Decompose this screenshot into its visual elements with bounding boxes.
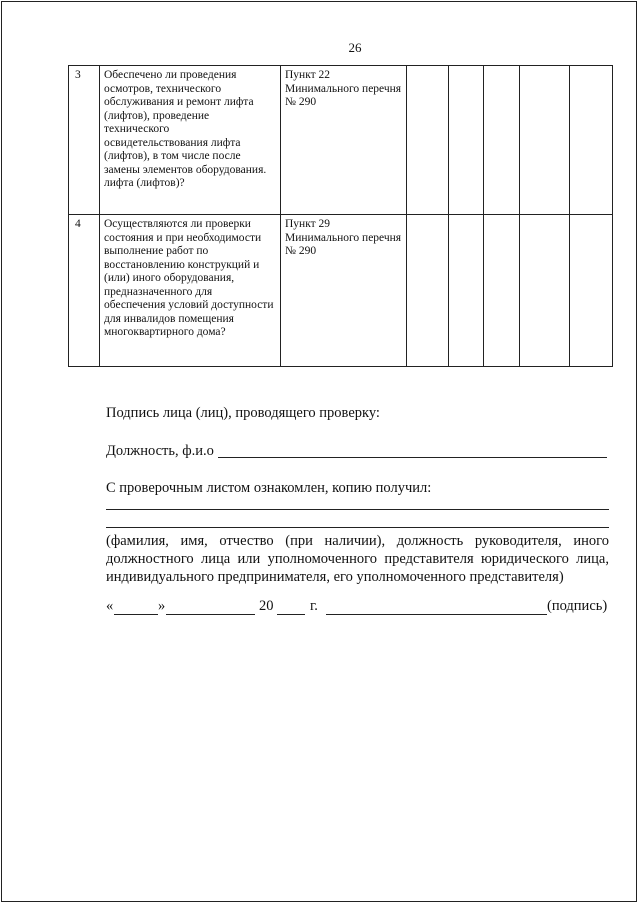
table-row: [69, 66, 613, 215]
inspector-signature-label: Подпись лица (лиц), проводящего проверку:: [106, 405, 380, 421]
answer-cell-no[interactable]: [449, 66, 484, 215]
position-name-label: Должность, ф.и.о: [106, 443, 214, 459]
date-month-line[interactable]: [166, 614, 255, 615]
question-cell: Осуществляются ли проверки состояния и при необходимости выполнение работ по восстановлению конструкций и (или) иного оборудования, предназначенного для обеспечения условий доступности для инвалидов помещения многоквартирного дома?: [100, 215, 281, 367]
date-open-quote: «: [106, 598, 114, 614]
answer-cell-na[interactable]: [484, 66, 520, 215]
signature-line[interactable]: [326, 614, 547, 615]
year-prefix: 20: [259, 598, 274, 614]
date-close-quote: »: [158, 598, 166, 614]
answer-cell-na[interactable]: [484, 215, 520, 367]
signatory-note: (фамилия, имя, отчество (при наличии), должность руководителя, иного должностного лица или уполномоченного представителя юридического лица, индивидуального предпринимателя, его уполномоченного представителя): [106, 533, 609, 585]
answer-cell-extra[interactable]: [520, 215, 570, 367]
acknowledged-line-1[interactable]: [106, 509, 609, 510]
signature-label: (подпись): [547, 598, 608, 614]
table-row: [69, 215, 613, 367]
question-cell: Обеспечено ли проведения осмотров, технического обслуживания и ремонт лифта (лифтов), проведение технического освидетельствования лифта (лифтов), в том числе после замены элементов оборудования. лифта (лифтов)?: [100, 66, 281, 215]
date-year-line[interactable]: [277, 614, 305, 615]
checklist-table: [68, 65, 613, 367]
answer-cell-yes[interactable]: [407, 215, 449, 367]
year-suffix: г.: [310, 598, 318, 614]
page-number: 26: [348, 40, 362, 55]
reference-cell: Пункт 22 Минимального перечня № 290: [281, 66, 407, 215]
answer-cell-yes[interactable]: [407, 66, 449, 215]
date-day-line[interactable]: [114, 614, 158, 615]
reference-cell: Пункт 29 Минимального перечня № 290: [281, 215, 407, 367]
comment-cell[interactable]: [570, 66, 613, 215]
acknowledged-label: С проверочным листом ознакомлен, копию получил:: [106, 480, 432, 496]
answer-cell-extra[interactable]: [520, 66, 570, 215]
position-name-line[interactable]: [218, 457, 607, 458]
row-number: 4: [69, 215, 100, 367]
acknowledged-line-2[interactable]: [106, 527, 609, 528]
row-number: 3: [69, 66, 100, 215]
answer-cell-no[interactable]: [449, 215, 484, 367]
comment-cell[interactable]: [570, 215, 613, 367]
